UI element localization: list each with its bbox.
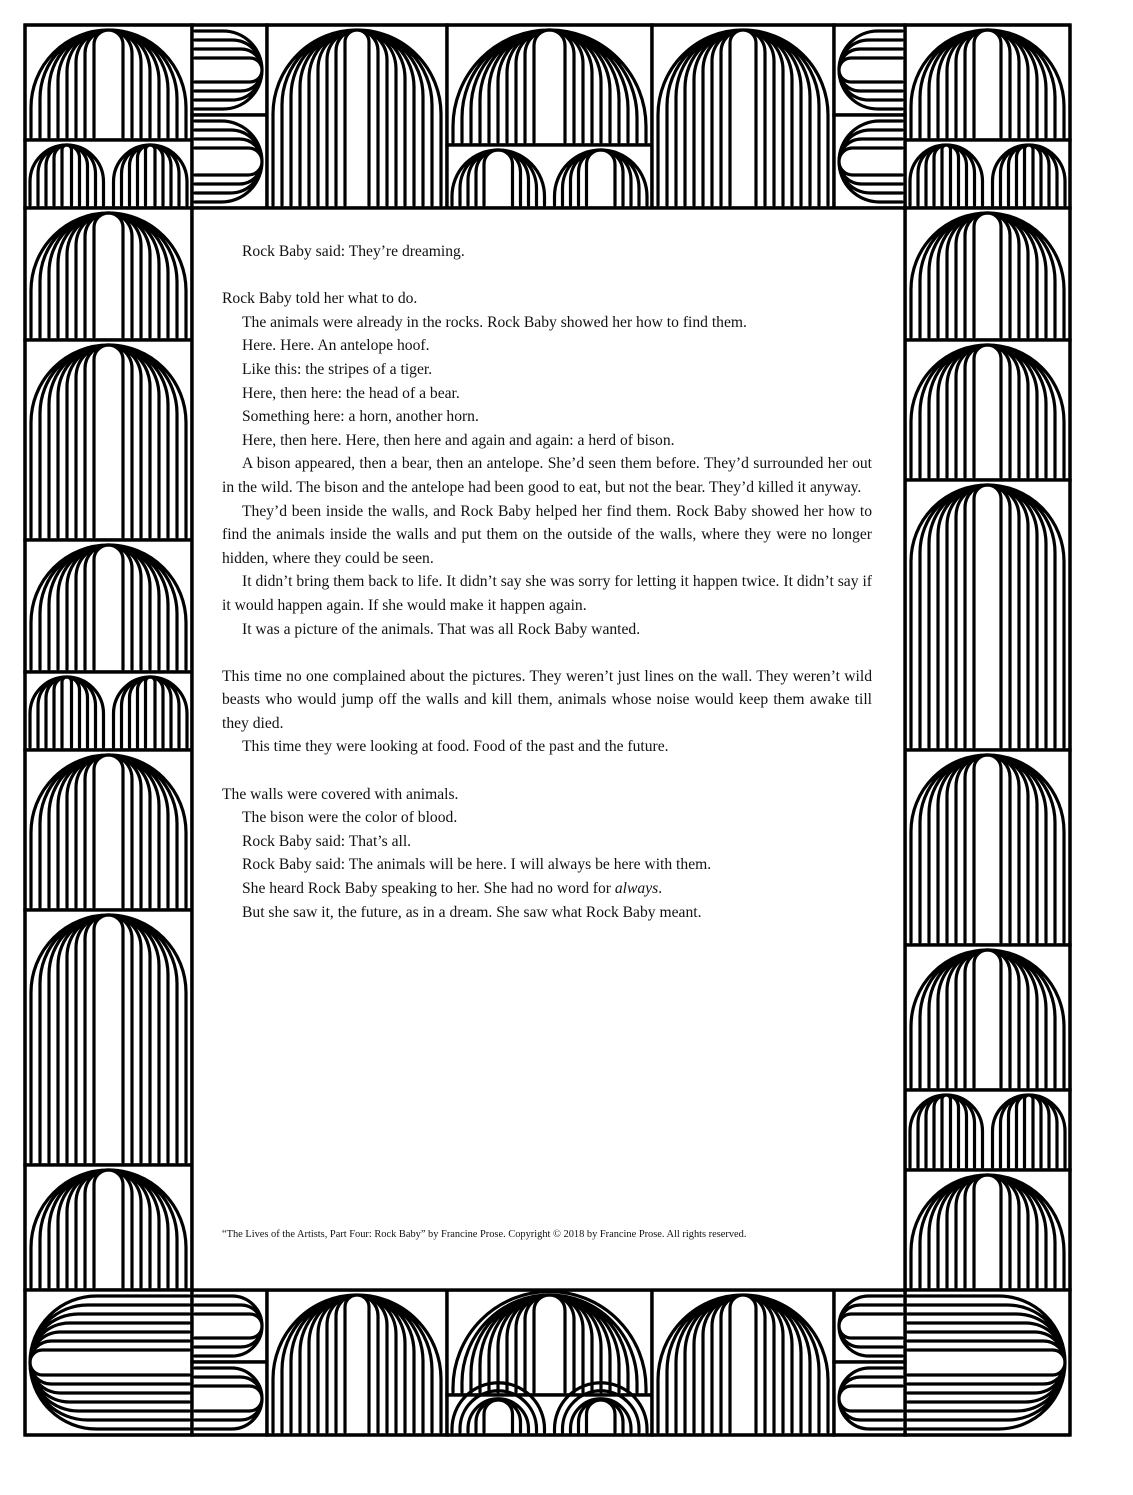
story-paragraph: The walls were covered with animals. — [222, 785, 459, 803]
pattern-tile — [267, 25, 447, 208]
story-paragraph: This time they were looking at food. Food of the past and the future. — [242, 738, 669, 756]
story-paragraph: Here, then here. Here, then here and again and again: a herd of bison. — [242, 431, 675, 449]
pattern-tile — [192, 1290, 267, 1362]
pattern-tile — [652, 1290, 834, 1435]
story-paragraph: This time no one complained about the pictures. They weren’t just lines on the wall. They weren’t wild beasts who would jump off the walls and kill them, animals whose noise would keep them awake till they died. — [222, 667, 872, 732]
pattern-tile — [25, 1290, 192, 1435]
story-paragraph: They’d been inside the walls, and Rock Baby helped her find them. Rock Baby showed her how to find the animals inside the walls and put them on the outside of the walls, where they were no longer hidden, where they could be seen. — [222, 502, 872, 567]
story-paragraph: Rock Baby said: They’re dreaming. — [242, 243, 465, 260]
story-paragraph: Here. Here. An antelope hoof. — [242, 337, 430, 355]
story-paragraph: The animals were already in the rocks. Rock Baby showed her how to find them. — [242, 313, 747, 331]
pattern-tile — [834, 1362, 905, 1435]
story-paragraph: Rock Baby said: The animals will be here. I will always be here with them. — [242, 856, 712, 874]
story-paragraph: It was a picture of the animals. That was all Rock Baby wanted. — [242, 620, 641, 638]
copyright-credit: “The Lives of the Artists, Part Four: Rock Baby” by Francine Prose. Copyright © 2018 by Francine Prose. All rights reserved. — [222, 1229, 747, 1240]
story-paragraph: It didn’t bring them back to life. It didn’t say she was sorry for letting it happen twice. It didn’t say if it would happen again. If she would make it happen again. — [222, 573, 872, 614]
pattern-tile — [267, 1290, 447, 1435]
story-paragraph: The bison were the color of blood. — [242, 809, 458, 827]
story-paragraph: A bison appeared, then a bear, then an antelope. She’d seen them before. They’d surrounded her out in the wild. The bison and the antelope had been good to eat, but not the bear. They’d killed it anyway. — [222, 455, 872, 496]
story-paragraph-final: But she saw it, the future, as in a dream. She saw what Rock Baby meant. — [242, 903, 702, 921]
story-paragraph: Like this: the stripes of a tiger. — [242, 360, 433, 378]
pattern-tile — [192, 1362, 267, 1435]
story-paragraph: Rock Baby said: That’s all. — [242, 832, 412, 850]
story-text — [222, 240, 872, 924]
story-paragraphs — [222, 240, 872, 877]
story-paragraph-always: She heard Rock Baby speaking to her. She had no word for always. — [242, 880, 663, 898]
story-paragraph: Rock Baby told her what to do. — [222, 290, 418, 308]
story-paragraph: Something here: a horn, another horn. — [242, 408, 479, 426]
story-paragraph: Here, then here: the head of a bear. — [242, 384, 460, 402]
pattern-tile — [834, 1290, 905, 1362]
pattern-tile — [652, 25, 834, 208]
pattern-tile — [905, 1290, 1070, 1435]
emphasis-always: always — [614, 880, 659, 898]
pattern-tile — [447, 25, 652, 145]
